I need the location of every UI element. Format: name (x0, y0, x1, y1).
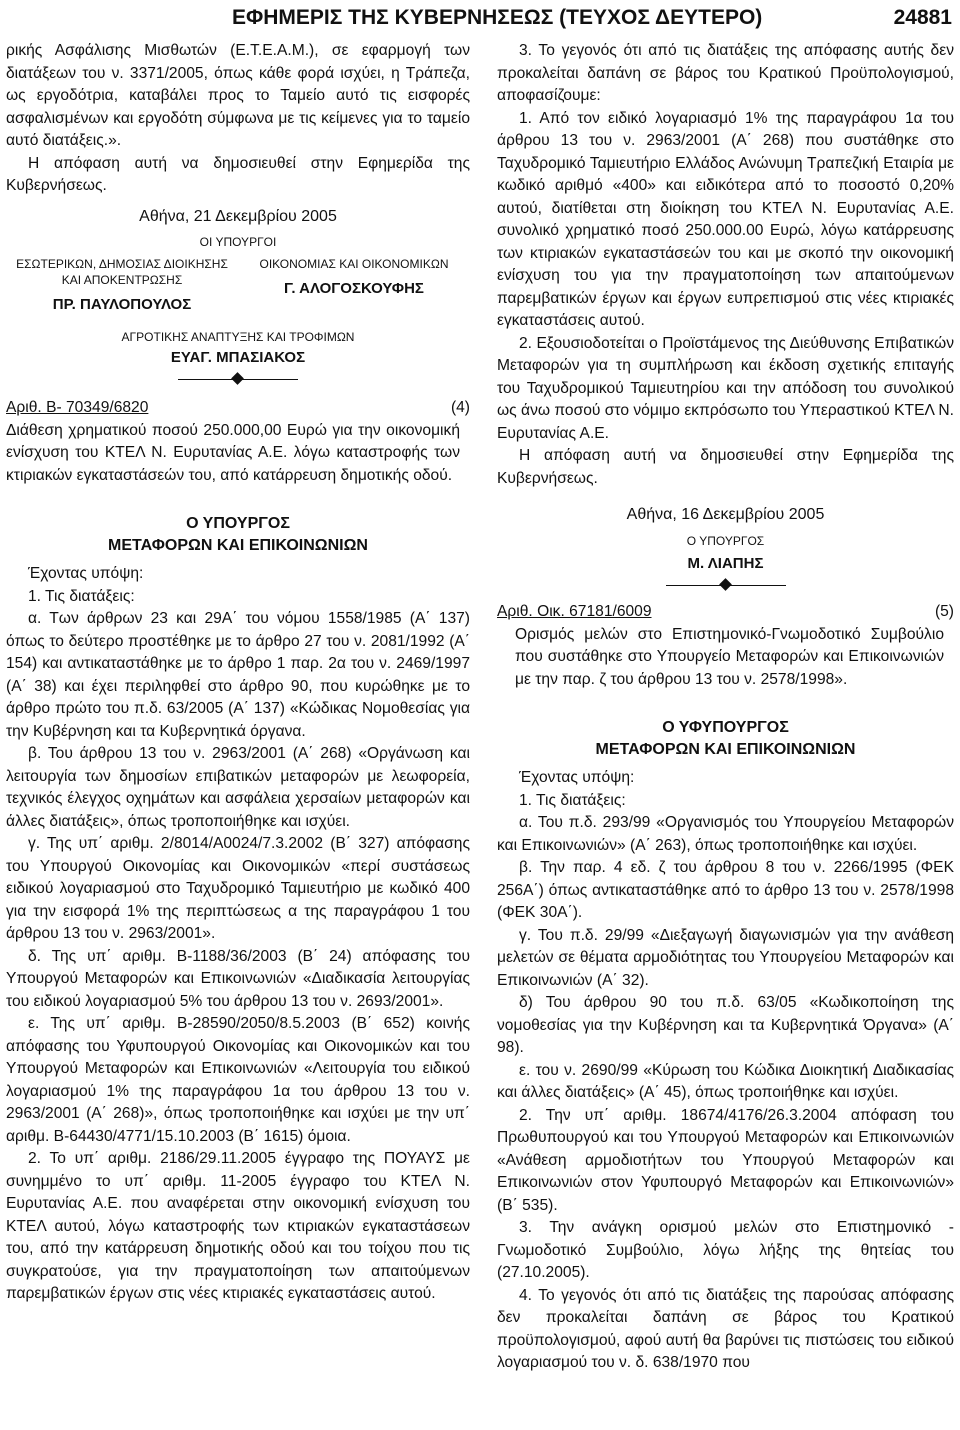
left-column (6, 40, 470, 1306)
authority-line-2: ΜΕΤΑΦΟΡΩΝ ΚΑΙ ΕΠΙΚΟΙΝΩΝΙΩΝ (595, 741, 856, 758)
signature-title: ΑΓΡΟΤΙΚΗΣ ΑΝΑΠΤΥΞΗΣ ΚΑΙ ΤΡΟΦΙΜΩΝ (121, 329, 355, 344)
act-subject: Ορισμός μελών στο Επιστημονικό-Γνωμοδοτικό Συμβούλιο που συστάθηκε στο Υπουργείο Μεταφορών και Επικοινωνιών με την παρ. ζ του άρθρου 13 του ν. 2578/1998». (515, 625, 944, 688)
body-paragraph: 4. Το γεγονός ότι από τις διατάξεις της παρούσας απόφασης δεν προκαλείται δαπάνη σε βάρος του Κρατικού προϋπολογισμού, αφού αυτή θα βαρύνει τις πιστώσεις του ειδικού λογαριασμού του ν. δ. 638/1970 που (497, 1286, 954, 1371)
page-number: 24881 (893, 6, 952, 29)
act-sequence: (5) (934, 603, 954, 620)
signature-name: Γ. ΑΛΟΓΟΣΚΟΥΦΗΣ (284, 280, 424, 297)
body-paragraph: 3. Το γεγονός ότι από τις διατάξεις της απόφασης αυτής δεν προκαλείται δαπάνη σε βάρος του Κρατικού Προϋπολογισμού, αποφασίζουμε: (497, 42, 954, 104)
publish-order: Η απόφαση αυτή να δημοσιευθεί στην Εφημερίδα της Κυβερνήσεως. (6, 154, 470, 194)
signature-economy (238, 256, 470, 317)
signature-name: ΕΥΑΓ. ΜΠΑΣΙΑΚΟΣ (170, 348, 306, 366)
issuing-authority (497, 717, 954, 761)
authority-line-1: Ο ΥΠΟΥΡΓΟΣ (186, 515, 290, 532)
signatures-block (6, 256, 470, 317)
signature-title: ΟΙΚΟΝΟΜΙΑΣ ΚΑΙ ΟΙΚΟΝΟΜΙΚΩΝ (259, 257, 449, 271)
body-paragraph: ε. Της υπ΄ αριθμ. Β-28590/2050/8.5.2003 (Β΄ 652) κοινής απόφασης του Υφυπουργού Οικονομίας και Οικονομικών και του Υπουργού Μεταφορών και Επικοινωνιών «Λειτουργία του ειδικού λογαριασμού 1% της παραγράφου 1α του άρθρου 13 του ν. 2963/2001 (Α΄ 268)», όπως τροποποιήθηκε και ισχύει με την υπ΄ αριθμ. Β-64430/4771/15.10.2003 (Β΄ 1615) όμοια. (6, 1015, 470, 1145)
body-paragraph: α. Των άρθρων 23 και 29Α΄ του νόμου 1558/1985 (Α΄ 137) όπως το δεύτερο προστέθηκε με το άρθρο 27 του ν. 2081/1992 (Α΄ 154) και αντικαταστάθηκε με το άρθρο 1 παρ. 2α του ν. 2469/1997 (Α΄ 38) και έχει περιληφθεί στο άρθρο 90, που κυρώθηκε με το άρθρο πρώτο του π.δ. 63/2005 (Α΄ 137) «Κώδικας Νομοθεσίας για την Κυβέρνηση και τα Κυβερνητικά όργανα. (6, 610, 470, 740)
signature-interior (6, 256, 238, 317)
signature-title: ΕΣΩΤΕΡΙΚΩΝ, ΔΗΜΟΣΙΑΣ ΔΙΟΙΚΗΣΗΣ ΚΑΙ ΑΠΟΚΕΝΤΡΩΣΗΣ (16, 257, 228, 287)
body-paragraph: 2. Το υπ΄ αριθμ. 2186/29.11.2005 έγγραφο της ΠΟΥΑΥΣ με συνημμένο το υπ΄ αριθμ. 11-2005 έγγραφο του ΚΤΕΛ Ν. Ευρυτανίας Α.Ε. που αναφέρεται στην οικονομική ενίσχυση του ΚΤΕΛ αυτού, λόγω καταστροφής των κτιριακών εγκαταστάσεων του, από την κατάρρευση δημοτικής οδού και του τοίχου που τις συγκρατούσε, για την πραγματοποίηση των απαιτούμενων παρεμβατικών έργων στις νέες κτιριακές εγκαταστάσεις αυτού. (6, 1150, 470, 1302)
body-paragraph: Έχοντας υπόψη: (28, 565, 144, 582)
body-paragraph: 1. Από τον ειδικό λογαριασμό 1% της παραγράφου 1α του άρθρου 13 του ν. 2963/2001 (Α΄ 268) που συστάθηκε στο Ταχυδρομικό Ταμιευτήριο Ελλάδος Ανώνυμη Τραπεζική Εταιρία με κωδικό αριθμό «400» και ειδικότερα από το ποσοστό 0,20% αυτού, διατίθεται στη διοίκηση του ΚΤΕΛ Ν. Ευρυτανίας Α.Ε. συνολικό χρηματικό ποσό 250.000.00 Ευρώ, λόγω κατάρρευσης των κτιριακών εγκαταστάσεών του και με σκοπό την οικονομική ενίσχυση του για την πραγματοποίηση των απαιτούμενων παρεμβατικών έργων και έργων ευπρεπισμού στις νέες κτιριακές εγκαταστάσεις αυτού. (497, 109, 954, 329)
section-divider (6, 371, 470, 389)
minister-label: Ο ΥΠΟΥΡΓΟΣ (686, 533, 765, 548)
body-paragraph: 2. Εξουσιοδοτείται ο Προϊστάμενος της Διεύθυνσης Επιβατικών Μεταφορών για τη συμπλήρωση και έκδοση σχετικής επιταγής του Ταχυδρομικού Ταμιευτηρίου και την απόδοση του συνολικού ως άνω ποσού στο νόμιμο εκπρόσωπο του Υπεραστικού ΚΤΕΛ Ν. Ευρυτανίας Α.Ε. (497, 334, 954, 442)
body-paragraph: 1. Τις διατάξεις: (28, 587, 135, 605)
ministers-label: ΟΙ ΥΠΟΥΡΓΟΙ (199, 235, 277, 249)
body-paragraph: 2. Την υπ΄ αριθμ. 18674/4176/26.3.2004 απόφαση του Πρωθυπουργού και του Υπουργού Μεταφορών και Επικοινωνιών «Ανάθεση αρμοδιοτήτων του Υπουργού Μεταφορών και Επικοινωνιών στον Υφυπουργό Μεταφορών και Επικοινωνιών» (Β΄ 535). (497, 1106, 954, 1214)
page-header (0, 4, 960, 34)
issuing-authority (6, 513, 470, 557)
signing-date: Αθήνα, 16 Δεκεμβρίου 2005 (626, 506, 825, 523)
body-paragraph: β. Την παρ. 4 εδ. ζ του άρθρου 8 του ν. 2266/1995 (ΦΕΚ 256Α΄) όπως αντικαταστάθηκε από το άρθρο 13 του ν. 2578/1998 (ΦΕΚ 30Α΄). (497, 859, 954, 921)
body-paragraph: δ. Της υπ΄ αριθμ. Β-1188/36/2003 (Β΄ 24) απόφασης του Υπουργού Μεταφορών και Επικοινωνιών «Διαδικασία λειτουργίας του ειδικού λογαριασμού 5% του άρθρου 13 του ν. 2693/2001». (6, 947, 470, 1010)
body-paragraph: γ. Του π.δ. 29/99 «Διεξαγωγή διαγωνισμών για την ανάθεση μελετών σε θέματα αρμοδιότητας του Υπουργείου Μεταφορών και Επικοινωνιών (Α΄ 32). (497, 926, 954, 989)
act-sequence: (4) (450, 399, 470, 416)
signing-date: Αθήνα, 21 Δεκεμβρίου 2005 (139, 207, 337, 225)
body-paragraph: Έχοντας υπόψη: (519, 769, 635, 786)
body-paragraph: β. Του άρθρου 13 του ν. 2963/2001 (Α΄ 268) «Οργάνωση και λειτουργία των δημοσίων επιβατικών μεταφορών με λεωφορεία, τεχνικός έλεγχος οχημάτων και ασφάλεια χερσαίων μεταφορών και άλλες διατάξεις», όπως τροποποιήθηκε και ισχύει. (6, 745, 470, 830)
authority-line-2: ΜΕΤΑΦΟΡΩΝ ΚΑΙ ΕΠΙΚΟΙΝΩΝΙΩΝ (108, 537, 368, 554)
publish-order: Η απόφαση αυτή να δημοσιευθεί στην Εφημερίδα της Κυβερνήσεως. (497, 447, 954, 487)
authority-line-1: Ο ΥΦΥΠΟΥΡΓΟΣ (662, 719, 789, 736)
body-paragraph: ε. του ν. 2690/99 «Κύρωση του Κώδικα Διοικητική Διαδικασίας και άλλες διατάξεις» (Α΄ 45), όπως τροποιήθηκε και ισχύει. (497, 1061, 954, 1101)
act-heading (497, 601, 954, 624)
act-heading (6, 397, 470, 420)
body-paragraph: γ. Της υπ΄ αριθμ. 2/8014/Α0024/7.3.2002 (Β΄ 327) απόφασης του Υπουργού Οικονομίας και Οικονομικών «περί συστάσεως ειδικού λογαριασμού στο Ταχυδρομικό Ταμιευτήριο με κωδικό 400 για την εισφορά 1% της περιπτώσεως α της παραγράφου 1 του άρθρου 13 του ν. 2963/2001». (6, 835, 470, 942)
gazette-title: ΕΦΗΜΕΡΙΣ ΤΗΣ ΚΥΒΕΡΝΗΣΕΩΣ (ΤΕΥΧΟΣ ΔΕΥΤΕΡΟ) (232, 6, 763, 29)
signature-name: Μ. ΛΙΑΠΗΣ (687, 554, 764, 572)
act-subject: Διάθεση χρηματικού ποσού 250.000,00 Ευρώ για την οικονομική ενίσχυση του ΚΤΕΛ Ν. Ευρυτανίας Α.Ε. λόγω καταστροφής των κτιριακών εγκαταστάσεών του, από κατάρρευση δημοτικής οδού. (6, 421, 460, 484)
body-paragraph: α. Του π.δ. 293/99 «Οργανισμός του Υπουργείου Μεταφορών και Επικοινωνιών» (Α΄ 263), όπως τροποποιήθηκε και ισχύει. (497, 814, 954, 854)
act-number: Αριθ. Β- 70349/6820 (6, 399, 149, 416)
body-paragraph: 3. Την ανάγκη ορισμού μελών στο Επιστημονικό - Γνωμοδοτικό Συμβούλιο, λόγω λήξης της θητείας του (27.10.2005). (497, 1219, 954, 1281)
body-paragraph: δ) Του άρθρου 90 του π.δ. 63/05 «Κωδικοποίηση της νομοθεσίας για την Κυβέρνηση και τα Κυβερνητικά Όργανα» (Α΄ 98). (497, 994, 954, 1056)
signature-name: ΠΡ. ΠΑΥΛΟΠΟΥΛΟΣ (52, 296, 192, 313)
section-divider (497, 577, 954, 595)
signature-agriculture (6, 329, 470, 370)
act-number: Αριθ. Οικ. 67181/6009 (497, 603, 652, 620)
right-column (497, 40, 954, 1375)
body-paragraph: 1. Τις διατάξεις: (519, 791, 626, 809)
continued-paragraph: ρικής Ασφάλισης Μισθωτών (Ε.Τ.Ε.Α.Μ.), σε εφαρμογή των διατάξεων του ν. 3371/2005, όπως κάθε φορά ισχύει, η Τράπεζα, ως εργοδότρια, καταβάλει προς το Ταμείο αυτό τις εισφορές ασφαλισμένων και εργοδότη σύμφωνα με τις κείμενες για το ταμείο αυτό διατάξεις.». (6, 42, 470, 149)
